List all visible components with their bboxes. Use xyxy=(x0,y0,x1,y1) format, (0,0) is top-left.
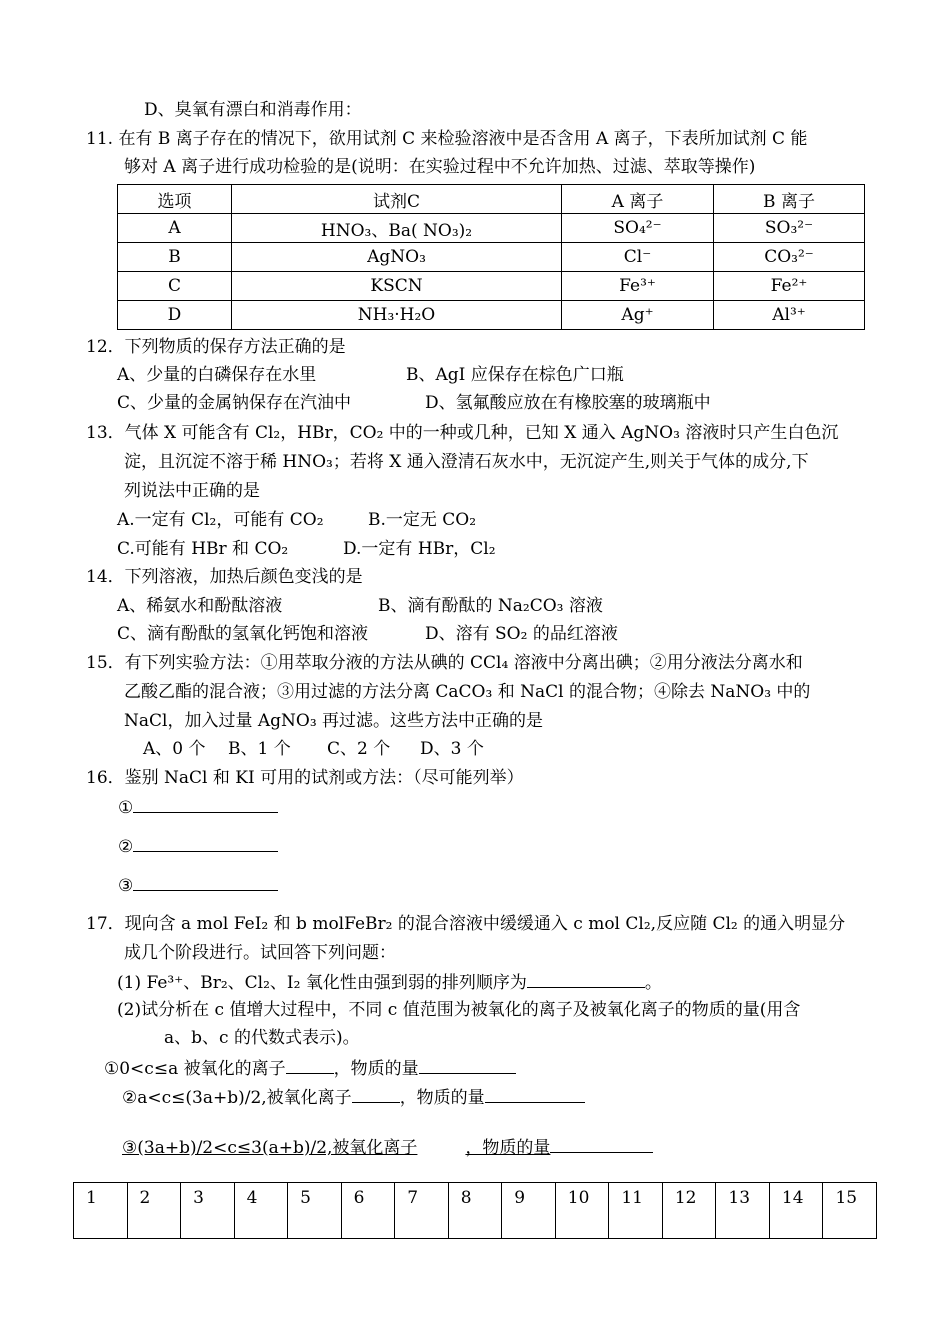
table-row xyxy=(118,214,865,243)
q17-stem-line1: 17．现向含 a mol FeI₂ 和 b molFeBr₂ 的混合溶液中缓缓通入 c mol Cl₂,反应随 Cl₂ 的通入明显分 xyxy=(86,914,846,934)
q13-stem-line2: 淀，且沉淀不溶于稀 HNO₃；若将 X 通入澄清石灰水中，无沉淀产生,则关于气体的成分,下 xyxy=(124,452,809,472)
q14-option-c: C、滴有酚酞的氢氧化钙饱和溶液 xyxy=(117,624,369,644)
q16-answer-3 xyxy=(118,874,278,897)
q16-answer-1 xyxy=(118,796,278,819)
q17-sub1-ion-blank[interactable] xyxy=(286,1057,334,1074)
q14-stem: 14．下列溶液，加热后颜色变浅的是 xyxy=(86,567,363,587)
answer-cell[interactable]: 6 xyxy=(341,1183,395,1239)
q17-part1-end: 。 xyxy=(644,973,662,993)
answer-cell[interactable]: 1 xyxy=(74,1183,128,1239)
header-a-ion: A 离子 xyxy=(562,185,714,214)
q11-options-table xyxy=(117,184,865,330)
q13-option-b: B.一定无 CO₂ xyxy=(368,510,477,530)
answer-cell[interactable]: 8 xyxy=(448,1183,502,1239)
header-option: 选项 xyxy=(118,185,232,214)
q17-sub2 xyxy=(122,1086,585,1109)
header-reagent: 试剂C xyxy=(232,185,562,214)
q16-blank-1[interactable] xyxy=(133,796,278,813)
cell-b-ion: CO₃²⁻ xyxy=(714,243,865,272)
answer-cell[interactable]: 10 xyxy=(555,1183,609,1239)
answer-cell[interactable]: 4 xyxy=(234,1183,288,1239)
q17-sub1-text: ①0<c≤a 被氧化的离子 xyxy=(104,1059,286,1079)
q17-part1-text: (1) Fe³⁺、Br₂、Cl₂、I₂ 氧化性由强到弱的排列顺序为 xyxy=(117,973,527,993)
answer-cell[interactable]: 9 xyxy=(502,1183,556,1239)
q14-option-b: B、滴有酚酞的 Na₂CO₃ 溶液 xyxy=(378,596,603,616)
q10-option-d: D、臭氧有漂白和消毒作用： xyxy=(144,100,362,120)
answer-cell[interactable]: 12 xyxy=(662,1183,716,1239)
cell-a-ion: Cl⁻ xyxy=(562,243,714,272)
answer-cell[interactable]: 2 xyxy=(127,1183,181,1239)
q17-sub1-amount-text: ，物质的量 xyxy=(333,1059,419,1079)
q14-option-a: A、稀氨水和酚酞溶液 xyxy=(117,596,283,616)
q13-option-d: D.一定有 HBr，Cl₂ xyxy=(343,539,496,559)
answer-grid xyxy=(73,1182,877,1239)
q17-sub2-amount-text: ，物质的量 xyxy=(399,1088,485,1108)
q13-stem-line1: 13．气体 X 可能含有 Cl₂，HBr，CO₂ 中的一种或几种，已知 X 通入 AgNO₃ 溶液时只产生白色沉 xyxy=(86,423,839,443)
q17-sub2-ion-blank[interactable] xyxy=(352,1086,400,1103)
cell-option: A xyxy=(118,214,232,243)
cell-option: B xyxy=(118,243,232,272)
q17-sub1 xyxy=(104,1057,516,1080)
cell-reagent: HNO₃、Ba( NO₃)₂ xyxy=(232,214,562,243)
answer-row xyxy=(74,1183,877,1239)
q17-stem-line2: 成几个阶段进行。试回答下列问题： xyxy=(124,943,396,963)
table-row xyxy=(118,243,865,272)
q16-stem: 16．鉴别 NaCl 和 KI 可用的试剂或方法：（尽可能列举） xyxy=(86,768,524,788)
q17-sub3 xyxy=(122,1136,653,1159)
q17-sub3-ion-blank[interactable] xyxy=(417,1137,465,1153)
q12-option-b: B、AgI 应保存在棕色广口瓶 xyxy=(406,365,624,385)
answer-cell[interactable]: 3 xyxy=(181,1183,235,1239)
q15-option-a: A、0 个 xyxy=(143,739,206,759)
q17-part1 xyxy=(117,971,662,994)
answer-cell[interactable]: 5 xyxy=(288,1183,342,1239)
cell-b-ion: Al³⁺ xyxy=(714,301,865,330)
q12-option-c: C、少量的金属钠保存在汽油中 xyxy=(117,393,352,413)
q17-part2-line2: a、b、c 的代数式表示)。 xyxy=(164,1028,360,1048)
q16-mark-2: ② xyxy=(118,837,134,857)
q17-sub1-amount-blank[interactable] xyxy=(419,1057,516,1074)
q17-sub3-amount-text: ，物质的量 xyxy=(465,1138,551,1158)
q17-sub3-text: ③(3a+b)/2<c≤3(a+b)/2,被氧化离子 xyxy=(122,1138,418,1158)
q17-sub3-amount-blank[interactable] xyxy=(550,1136,653,1153)
q11-stem-line2: 够对 A 离子进行成功检验的是(说明：在实验过程中不允许加热、过滤、萃取等操作) xyxy=(124,157,756,177)
q16-answer-2 xyxy=(118,835,278,858)
q13-option-a: A.一定有 Cl₂，可能有 CO₂ xyxy=(117,510,324,530)
cell-reagent: KSCN xyxy=(232,272,562,301)
answer-cell[interactable]: 11 xyxy=(609,1183,663,1239)
cell-a-ion: SO₄²⁻ xyxy=(562,214,714,243)
q16-mark-3: ③ xyxy=(118,876,134,896)
q12-stem: 12．下列物质的保存方法正确的是 xyxy=(86,337,346,357)
q17-sub2-amount-blank[interactable] xyxy=(485,1086,585,1103)
answer-cell[interactable]: 13 xyxy=(716,1183,770,1239)
q13-option-c: C.可能有 HBr 和 CO₂ xyxy=(117,539,289,559)
q12-option-d: D、氢氟酸应放在有橡胶塞的玻璃瓶中 xyxy=(425,393,711,413)
answer-cell[interactable]: 15 xyxy=(823,1183,877,1239)
q17-part2-line1: (2)试分析在 c 值增大过程中，不同 c 值范围为被氧化的离子及被氧化离子的物质的量(用含 xyxy=(117,1000,801,1020)
answer-cell[interactable]: 14 xyxy=(769,1183,823,1239)
cell-a-ion: Ag⁺ xyxy=(562,301,714,330)
q16-blank-3[interactable] xyxy=(133,874,278,891)
cell-b-ion: Fe²⁺ xyxy=(714,272,865,301)
table-header-row xyxy=(118,185,865,214)
table-row xyxy=(118,272,865,301)
q15-stem-line3: NaCl，加入过量 AgNO₃ 再过滤。这些方法中正确的是 xyxy=(124,711,544,731)
q17-part1-blank[interactable] xyxy=(527,971,645,988)
q16-mark-1: ① xyxy=(118,798,134,818)
cell-reagent: AgNO₃ xyxy=(232,243,562,272)
answer-cell[interactable]: 7 xyxy=(395,1183,449,1239)
q15-stem-line1: 15．有下列实验方法：①用萃取分液的方法从碘的 CCl₄ 溶液中分离出碘；②用分液法分离水和 xyxy=(86,653,803,673)
q15-option-c: C、2 个 xyxy=(327,739,391,759)
header-b-ion: B 离子 xyxy=(714,185,865,214)
cell-b-ion: SO₃²⁻ xyxy=(714,214,865,243)
q16-blank-2[interactable] xyxy=(133,835,278,852)
q17-sub2-text: ②a<c≤(3a+b)/2,被氧化离子 xyxy=(122,1088,352,1108)
q12-option-a: A、少量的白磷保存在水里 xyxy=(117,365,317,385)
cell-option: D xyxy=(118,301,232,330)
table-row xyxy=(118,301,865,330)
cell-option: C xyxy=(118,272,232,301)
q13-stem-line3: 列说法中正确的是 xyxy=(124,481,260,501)
q15-option-d: D、3 个 xyxy=(420,739,484,759)
q15-option-b: B、1 个 xyxy=(228,739,291,759)
cell-reagent: NH₃·H₂O xyxy=(232,301,562,330)
q14-option-d: D、溶有 SO₂ 的品红溶液 xyxy=(425,624,618,644)
q11-stem-line1: 11. 在有 B 离子存在的情况下，欲用试剂 C 来检验溶液中是否含用 A 离子，下表所加试剂 C 能 xyxy=(86,129,808,149)
q15-stem-line2: 乙酸乙酯的混合液；③用过滤的方法分离 CaCO₃ 和 NaCl 的混合物；④除去 NaNO₃ 中的 xyxy=(124,682,811,702)
cell-a-ion: Fe³⁺ xyxy=(562,272,714,301)
